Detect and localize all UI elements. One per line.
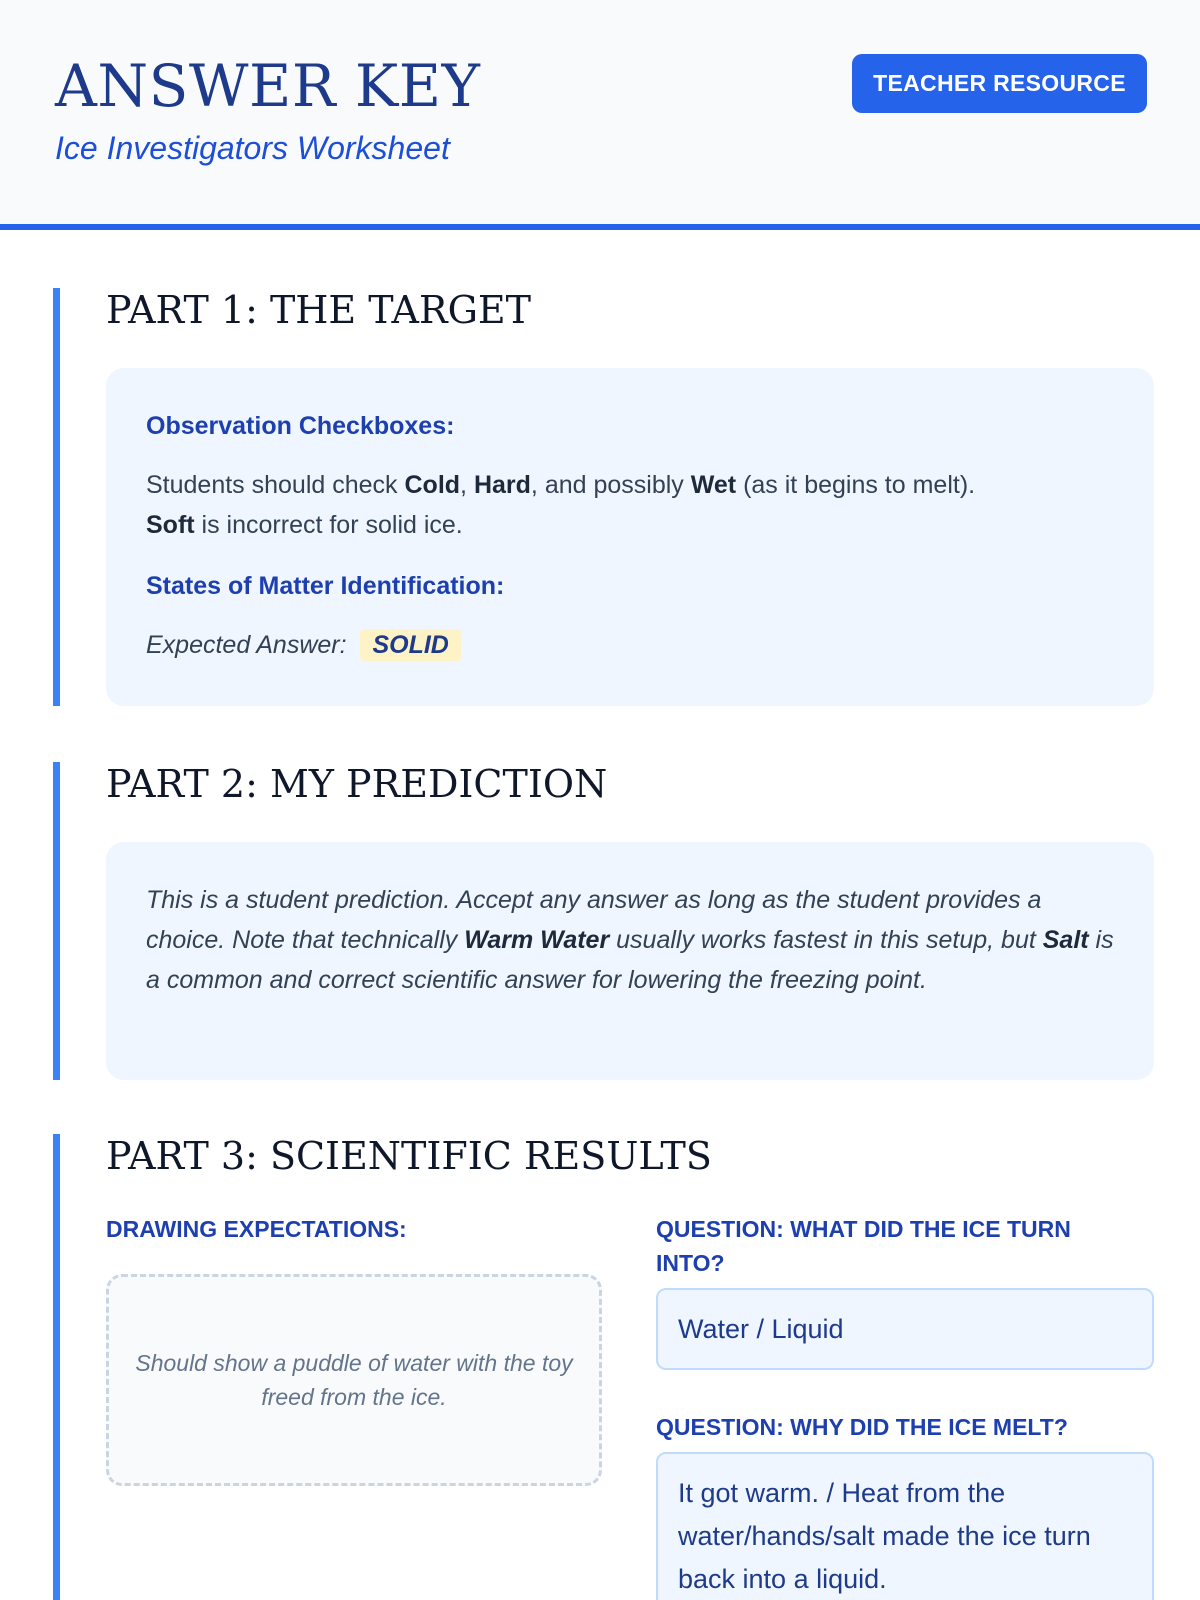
drawing-expectation-text: Should show a puddle of water with the toy freed from the ice. — [135, 1350, 573, 1410]
page-subtitle: Ice Investigators Worksheet — [55, 130, 450, 166]
part-1-card — [106, 368, 1154, 706]
observation-text: Students should check Cold, Hard, and possibly Wet (as it begins to melt). Soft is incorrect for solid ice. — [146, 471, 976, 539]
teacher-resource-badge: TEACHER RESOURCE — [852, 54, 1147, 113]
question-2-answer: It got warm. / Heat from the water/hands/salt made the ice turn back into a liquid. — [656, 1452, 1154, 1600]
page-header — [0, 0, 1200, 230]
part-1-section — [53, 288, 1147, 706]
part-2-title: PART 2: MY PREDICTION — [106, 762, 608, 806]
expected-answer-label: Expected Answer: — [146, 631, 347, 659]
expected-answer-line — [146, 625, 461, 665]
observation-heading: Observation Checkboxes: — [146, 412, 455, 440]
page-title: ANSWER KEY — [55, 52, 481, 120]
part-1-title: PART 1: THE TARGET — [106, 288, 532, 332]
drawing-label: DRAWING EXPECTATIONS: — [106, 1216, 407, 1242]
expected-answer-value: SOLID — [360, 629, 460, 661]
question-2-label: QUESTION: WHY DID THE ICE MELT? — [656, 1414, 1068, 1440]
question-1-answer: Water / Liquid — [656, 1288, 1154, 1370]
drawing-expectation-box — [106, 1274, 602, 1486]
question-1-label: QUESTION: WHAT DID THE ICE TURN INTO? — [656, 1216, 1071, 1276]
part-3-title: PART 3: SCIENTIFIC RESULTS — [106, 1134, 712, 1178]
part-3-section — [53, 1134, 1147, 1600]
prediction-note: This is a student prediction. Accept any answer as long as the student provides a choice. Note that technically Warm Water usually works fastest in this setup, but Salt is a common and correct scientific answer for lowering the freezing point. — [146, 886, 1114, 994]
states-heading: States of Matter Identification: — [146, 572, 505, 600]
part-2-section — [53, 762, 1147, 1080]
part-2-card — [106, 842, 1154, 1080]
